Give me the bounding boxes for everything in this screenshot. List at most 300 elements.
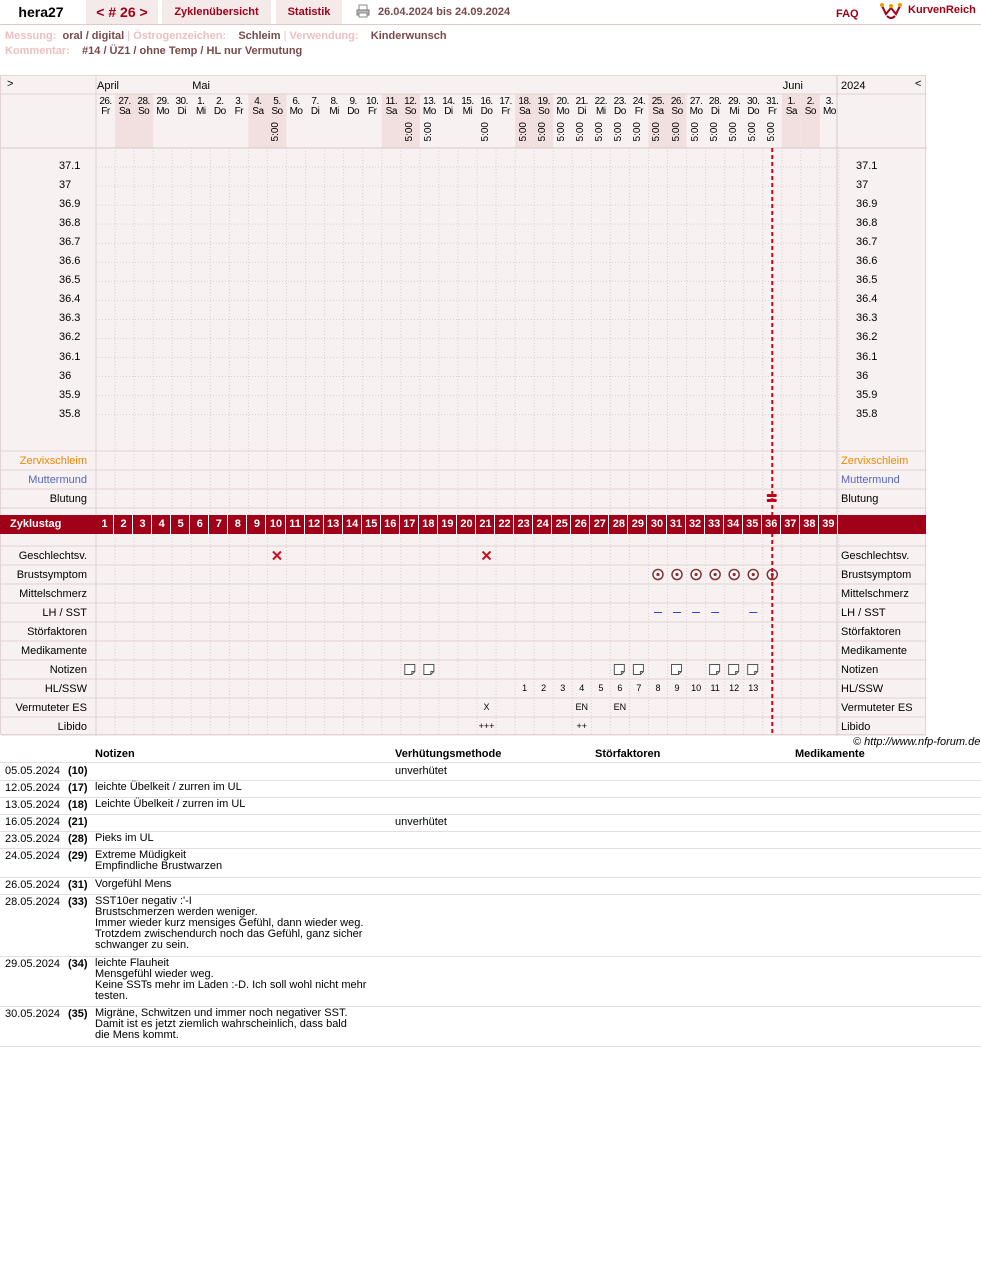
notes-row [0,814,981,832]
row-label-left: Zervixschleim [19,455,87,467]
oestrogen-value: Schleim [238,30,281,42]
temp-tick-right: 36.1 [856,350,878,363]
es-value: EN [575,701,589,712]
row-label-left: LH / SST [42,607,87,619]
day-number: 20. [556,96,569,107]
printer-icon[interactable] [356,4,370,18]
notes-row [0,956,981,1007]
note-date: 26.05.2024 [5,879,61,891]
es-value: EN [613,701,627,712]
cycle-day-number: 26 [574,518,587,530]
hl-ssw-value: 8 [655,682,661,693]
cycle-day-number: 4 [158,518,165,530]
cycle-day-number: 38 [803,518,816,530]
note-cycle-day: (34) [68,958,88,970]
notes-header-notizen: Notizen [95,748,135,760]
cycle-navigation[interactable]: < # 26 > [86,0,158,24]
temp-tick-left: 35.9 [59,388,81,401]
zyklustag-bar [0,515,926,534]
note-text: Pieks im UL [95,832,154,844]
weekday-label: Mi [596,106,606,117]
row-label-right: Medikamente [841,645,908,657]
day-number: 27. [689,96,703,107]
cycle-day-number: 8 [234,518,241,530]
row-label-right: HL/SSW [841,683,884,695]
temp-tick-right: 36.6 [856,255,878,268]
day-number: 8. [330,96,338,107]
weekday-label: Fr [501,106,510,117]
weekday-label: Sa [252,106,264,117]
weekday-label: Mi [729,106,739,117]
day-number: 5. [273,96,281,107]
note-icon [633,665,643,675]
brand-logo[interactable] [880,2,976,20]
measure-time: 5:00 [518,122,530,142]
note-icon [614,665,624,675]
copyright-credit: © http://www.nfp-forum.de [853,736,981,748]
notes-row [0,848,981,878]
note-text: leichte Übelkeit / zurren im UL [95,781,242,793]
measure-time: 5:00 [632,122,644,142]
day-number: 28. [708,96,722,107]
temp-tick-left: 37 [59,179,72,192]
temp-tick-left: 36.7 [59,236,81,249]
cycle-day-number: 13 [326,518,340,530]
row-label-right: Notizen [841,664,879,676]
weekday-label: Sa [385,106,397,117]
chart-year: 2024 [841,80,866,92]
day-number: 30. [747,96,760,107]
cross-icon [273,552,281,560]
weekday-label: Sa [519,106,531,117]
note-text: Vorgefühl Mens [95,878,172,890]
cycle-day-number: 17 [403,518,416,530]
weekday-label: Sa [652,106,664,117]
temp-tick-left: 36.6 [59,255,81,268]
day-number: 29. [727,96,741,107]
chart-grid [1,76,927,736]
day-number: 1. [787,96,795,107]
temp-tick-right: 36.8 [856,217,878,230]
hl-ssw-value: 10 [691,682,702,693]
cycle-day-number: 32 [688,518,702,530]
circle-dot-icon [733,573,736,576]
cycle-day-number: 18 [422,518,435,530]
faq-link[interactable]: FAQ [836,8,859,20]
note-date: 30.05.2024 [5,1008,61,1020]
weekday-label: Mi [195,106,206,117]
weekday-label: Di [177,106,186,117]
note-icon [424,665,434,675]
weekday-label: Fr [234,106,244,117]
temp-tick-right: 36.9 [856,198,878,211]
cycle-day-number: 19 [441,518,454,530]
row-label-right: Brustsymptom [841,569,912,581]
weekday-label: Di [577,106,586,117]
cycle-day-number: 36 [765,518,778,530]
day-number: 24. [632,96,646,107]
weekday-label: Do [347,106,360,117]
note-text: Extreme Müdigkeit Empfindliche Brustwarzen [95,849,223,872]
cycle-day-number: 21 [479,518,492,530]
day-number: 30. [175,96,188,107]
temp-tick-left: 35.8 [59,407,81,420]
temp-tick-right: 36.4 [856,293,878,306]
row-label-right: Vermuteter ES [841,702,913,714]
notes-header-divider [0,762,981,763]
weekday-label: Fr [634,106,644,117]
note-date: 29.05.2024 [5,958,61,970]
cycle-day-number: 27 [593,518,606,530]
temp-tick-right: 37 [856,179,869,192]
month-label: Juni [782,80,803,92]
note-date: 05.05.2024 [5,765,61,777]
weekday-label: Do [613,106,626,117]
circle-dot-icon [714,573,717,576]
weekday-label: Mi [329,106,339,117]
weekday-label: So [404,106,416,117]
hl-ssw-value: 12 [729,682,740,693]
measure-time: 5:00 [708,122,720,142]
cycle-day-number: 35 [746,518,759,530]
hl-ssw-value: 4 [579,682,585,693]
hl-ssw-value: 2 [541,682,547,693]
day-number: 22. [594,96,608,107]
weekday-label: So [671,106,683,117]
circle-dot-icon [656,573,659,576]
row-label-right: Geschlechtsv. [841,550,910,562]
cycle-day-number: 30 [650,518,664,530]
temp-tick-right: 36 [856,369,869,382]
weekday-label: Mo [422,106,436,117]
circle-dot-icon [752,573,755,576]
note-verhuetung: unverhütet [395,816,447,828]
weekday-label: Mo [689,106,703,117]
day-number: 9. [349,96,357,107]
measure-time: 5:00 [575,122,587,142]
day-number: 12. [404,96,417,107]
month-label: April [97,80,120,92]
zyklustag-label: Zyklustag [10,518,62,530]
row-label-right: Zervixschleim [841,455,909,467]
notes-row [0,780,981,798]
row-label-right: Libido [841,721,871,733]
day-number: 16. [480,96,493,107]
temp-tick-left: 36.9 [59,198,81,211]
cycle-day-number: 23 [517,518,530,530]
hl-ssw-value: 7 [636,682,642,693]
note-verhuetung: unverhütet [395,765,447,777]
temp-tick-right: 36.7 [856,236,878,249]
day-number: 11. [385,96,398,107]
es-value: X [483,701,490,712]
messung-value: oral / digital [62,30,125,42]
kommentar-value: #14 / ÜZ1 / ohne Temp / HL nur Vermutung [82,45,303,57]
cycle-day-number: 15 [365,518,378,530]
temp-tick-left: 36.5 [59,274,81,287]
weekday-label: Mo [289,106,303,117]
comment-info [5,45,302,57]
row-label-right: Mittelschmerz [841,588,909,600]
measure-time: 5:00 [537,122,549,142]
row-label-left: Muttermund [28,474,87,486]
measure-time: 5:00 [422,122,434,142]
weekday-label: Mo [822,106,836,117]
note-date: 13.05.2024 [5,799,61,811]
day-number: 19. [537,96,550,107]
day-number: 26. [670,96,684,107]
day-number: 17. [499,96,512,107]
cycle-day-number: 1 [101,518,108,530]
weekday-label: Fr [367,106,377,117]
day-number: 6. [292,96,300,107]
libido-value: ++ [576,720,588,731]
weekday-label: Fr [101,106,110,117]
note-date: 12.05.2024 [5,782,61,794]
cycle-day-number: 2 [120,518,127,530]
day-number: 4. [254,96,262,107]
weekday-label: Mi [462,106,473,117]
row-label-left: Mittelschmerz [19,588,87,600]
day-number: 26. [99,96,112,107]
top-bar [0,0,981,25]
temp-tick-right: 36.5 [856,274,878,287]
notes-row [0,763,981,781]
day-number: 28. [137,96,150,107]
cycle-day-number: 7 [215,518,222,530]
temp-tick-left: 37.1 [59,160,81,172]
note-icon [729,665,739,675]
note-text: Leichte Übelkeit / zurren im UL [95,798,246,810]
cycle-day-number: 39 [822,518,835,530]
day-number: 2. [806,96,815,107]
row-label-right: Blutung [841,493,879,505]
row-label-left: Libido [57,721,87,733]
temp-tick-right: 37.1 [856,160,878,172]
notes-row [0,1006,981,1047]
note-icon [748,665,758,675]
measure-time: 5:00 [727,122,739,142]
cycle-day-number: 3 [139,518,146,530]
cycle-day-number: 14 [346,518,359,530]
day-number: 3. [825,96,834,107]
note-date: 28.05.2024 [5,896,61,908]
note-cycle-day: (35) [68,1008,88,1020]
note-cycle-day: (29) [68,850,88,862]
cycle-day-number: 11 [289,518,301,530]
row-label-right: LH / SST [841,607,886,619]
kommentar-label: Kommentar: [5,45,70,57]
circle-dot-icon [675,573,678,576]
cycle-day-number: 31 [669,518,683,530]
weekday-label: Mo [156,106,170,117]
row-label-left: Vermuteter ES [15,702,87,714]
weekday-label: So [538,106,550,117]
measure-time: 5:00 [480,122,491,142]
temp-tick-left: 36.2 [59,331,81,344]
day-number: 10. [366,96,379,107]
messung-label: Messung: [5,30,57,42]
cycle-day-number: 20 [460,518,473,530]
weekday-label: Sa [118,106,131,117]
note-icon [710,665,720,675]
note-text: leichte Flauheit Mensgefühl wieder weg. Keine SSTs mehr im Laden :-D. Ich soll wohl nicht mehr testen. [95,957,367,1002]
cycle-chart [0,75,926,735]
month-label: Mai [192,80,210,92]
note-cycle-day: (21) [68,816,88,828]
day-number: 21. [575,96,588,107]
brand-name: KurvenReich [908,4,976,16]
cycle-day-number: 5 [177,518,184,530]
notes-row [0,894,981,957]
notes-row [0,877,981,895]
notes-row [0,831,981,849]
note-text: Migräne, Schwitzen und immer noch negativer SST. Damit ist es jetzt ziemlich wahrscheinlich, dass bald die Mens kommt. [95,1007,348,1041]
cycle-day-number: 12 [307,518,321,530]
row-label-right: Muttermund [841,474,900,486]
weekday-label: Di [710,106,720,117]
day-number: 3. [235,96,243,107]
oestrogen-label: Östrogenzeichen: [133,30,227,42]
day-number: 15. [461,96,474,107]
cycle-day-number: 25 [555,518,568,530]
circle-dot-icon [694,573,697,576]
row-label-right: Störfaktoren [841,626,901,638]
cycle-day-number: 37 [784,518,797,530]
day-number: 18. [518,96,531,107]
notes-header-medikamente: Medikamente [795,748,865,760]
cycle-day-number: 29 [631,518,645,530]
measure-time: 5:00 [746,122,758,142]
tab-zyklenuebersicht[interactable]: Zyklenübersicht [162,0,271,24]
day-number: 14. [442,96,455,107]
day-number: 13. [423,96,436,107]
hl-ssw-value: 9 [674,682,680,693]
measure-time: 5:00 [270,122,282,142]
cycle-day-number: 24 [536,518,549,530]
temp-tick-right: 36.3 [856,312,878,325]
temp-tick-left: 36.1 [59,350,81,363]
temp-tick-left: 36.3 [59,312,81,325]
note-cycle-day: (17) [68,782,88,794]
weekday-label: Do [747,106,760,117]
notes-header-stoerfaktoren: Störfaktoren [595,748,661,760]
day-number: 2. [216,96,224,107]
note-cycle-day: (31) [68,879,88,891]
note-cycle-day: (33) [68,896,88,908]
weekday-label: Sa [785,106,797,117]
hl-ssw-value: 3 [560,682,566,693]
day-number: 27. [118,96,131,107]
day-number: 1. [197,96,205,107]
measure-time: 5:00 [689,122,701,142]
measure-time: 5:00 [594,122,606,142]
crown-heart-icon [880,2,902,20]
note-date: 24.05.2024 [5,850,61,862]
notes-header-verhuetung: Verhütungsmethode [395,748,502,760]
weekday-label: Do [480,106,493,117]
date-range: 26.04.2024 bis 24.09.2024 [378,6,511,18]
temp-tick-left: 36.4 [59,293,81,306]
day-number: 7. [311,96,319,107]
cycle-day-divider [837,515,838,534]
row-label-left: Brustsymptom [16,569,87,581]
note-text: SST10er negativ :'-I Brustschmerzen werden weniger. Immer wieder kurz mensiges Gefühl, dann wieder weg. Trotzdem zwischendurch noch das Gefühl, ganz sicher schwanger zu sein. [95,895,364,951]
chart-nav-right[interactable]: < [915,78,922,90]
note-date: 16.05.2024 [5,816,61,828]
row-label-left: Notizen [49,664,87,676]
row-label-left: Störfaktoren [27,626,87,638]
row-label-left: Blutung [49,493,87,505]
temp-tick-left: 36 [59,369,72,382]
hl-ssw-value: 6 [617,682,623,693]
hl-ssw-value: 5 [598,682,604,693]
cycle-day-number: 28 [612,518,625,530]
temp-tick-right: 35.9 [856,388,878,401]
note-cycle-day: (18) [68,799,88,811]
weekday-label: Mo [556,106,570,117]
measure-time: 5:00 [613,122,625,142]
hl-ssw-value: 13 [748,682,759,693]
weekday-label: So [271,106,283,117]
notes-row [0,797,981,815]
weekday-label: Di [444,106,453,117]
cycle-day-number: 6 [196,518,203,530]
day-number: 23. [613,96,627,107]
measure-time: 5:00 [765,122,777,142]
username: hera27 [18,4,64,20]
cycle-day-number: 33 [707,518,721,530]
temp-tick-left: 36.8 [59,217,81,230]
measure-time: 5:00 [403,122,415,142]
note-cycle-day: (28) [68,833,88,845]
note-date: 23.05.2024 [5,833,61,845]
hl-ssw-value: 11 [710,682,720,693]
cycle-day-number: 10 [269,518,283,530]
measure-time: 5:00 [556,122,568,142]
note-icon [672,665,682,675]
weekday-label: Fr [768,106,777,117]
weekday-label: Do [213,106,226,117]
note-icon [405,665,415,675]
hl-ssw-value: 1 [522,682,528,693]
weekday-label: So [804,106,816,117]
temp-tick-right: 35.8 [856,407,878,420]
verwendung-label: Verwendung: [289,30,359,42]
cross-icon [483,552,491,560]
row-label-left: Medikamente [20,645,87,657]
day-number: 31. [766,96,779,107]
day-number: 29. [156,96,169,107]
cycle-day-number: 22 [498,518,511,530]
measure-time: 5:00 [651,122,663,142]
cycle-day-number: 9 [253,518,260,530]
verwendung-value: Kinderwunsch [370,30,447,42]
measurement-info: Messung: oral / digital | Östrogenzeichen: Schleim | Verwendung: Kinderwunsch [5,30,447,42]
chart-nav-left[interactable]: > [7,78,14,90]
measure-time: 5:00 [670,122,682,142]
cycle-day-number: 16 [384,518,397,530]
libido-value: +++ [478,720,495,731]
temp-tick-right: 36.2 [856,331,878,344]
weekday-label: So [138,106,150,117]
day-number: 25. [651,96,665,107]
note-cycle-day: (10) [68,765,88,777]
weekday-label: Di [310,106,320,117]
row-label-left: HL/SSW [44,683,87,695]
cycle-day-number: 34 [727,518,740,530]
tab-statistik[interactable]: Statistik [276,0,342,24]
